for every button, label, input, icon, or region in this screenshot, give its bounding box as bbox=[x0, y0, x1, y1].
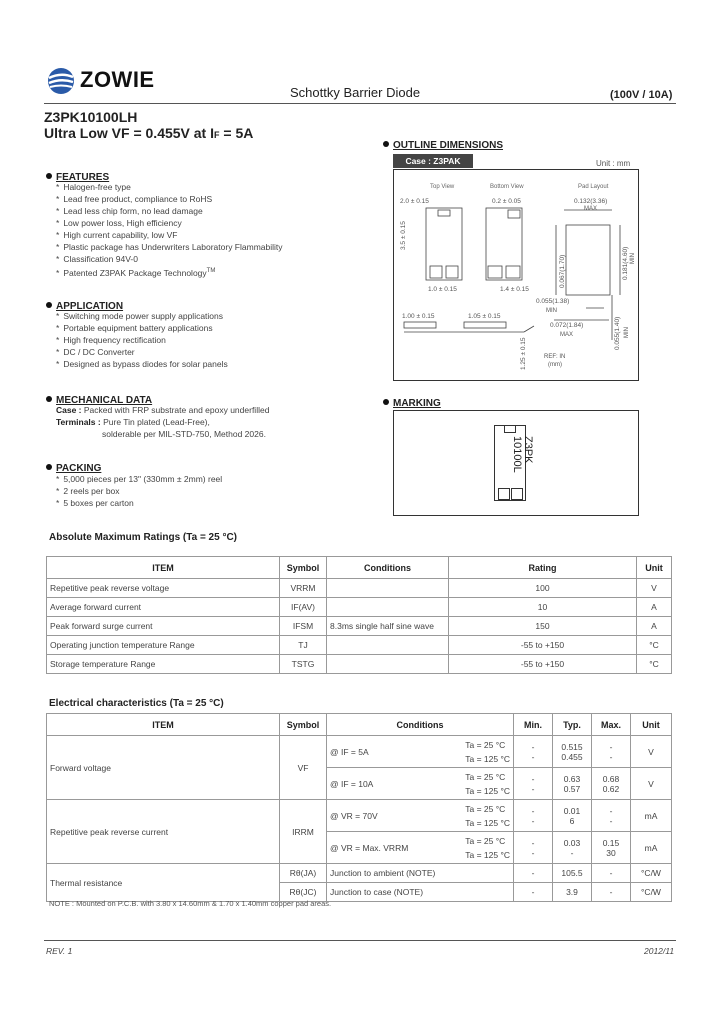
elec-title: Electrical characteristics (Ta = 25 °C) bbox=[49, 698, 224, 709]
outline-drawing bbox=[393, 169, 639, 381]
table-cell: - bbox=[592, 883, 631, 902]
list-item: * Plastic package has Underwriters Laboratory Flammability bbox=[56, 241, 283, 253]
table-cell: 8.3ms single half sine wave bbox=[327, 617, 449, 636]
table-cell bbox=[592, 832, 631, 864]
table-row bbox=[47, 655, 672, 674]
cell-value: 0.68 bbox=[602, 773, 620, 784]
list-item: * Switching mode power supply applications bbox=[56, 310, 228, 322]
dim-label: 0.072(1.84) bbox=[550, 322, 584, 329]
marking-box bbox=[393, 410, 639, 516]
bullet-icon bbox=[46, 464, 52, 470]
list-item: * 2 reels per box bbox=[56, 485, 222, 497]
dim-label: 1.4 ± 0.15 bbox=[500, 286, 529, 293]
cell-value: - bbox=[531, 847, 535, 858]
feature-patent-text: Patented Z3PAK Package Technology bbox=[63, 267, 207, 278]
brand-logo bbox=[46, 66, 76, 101]
cell-value: 30 bbox=[606, 847, 616, 858]
table-cell: Junction to ambient (NOTE) bbox=[327, 864, 514, 883]
features-title: FEATURES bbox=[56, 172, 110, 183]
table-cell: 150 bbox=[449, 617, 637, 636]
cell-value: - bbox=[531, 837, 535, 848]
elec-table bbox=[46, 713, 672, 902]
cell-value: - bbox=[531, 783, 535, 794]
dim-label: MIN bbox=[624, 327, 630, 338]
dim-label: 1.05 ± 0.15 bbox=[468, 313, 501, 320]
list-item bbox=[56, 265, 283, 279]
table-cell: Operating junction temperature Range bbox=[47, 636, 280, 655]
revision: REV. 1 bbox=[46, 946, 73, 956]
table-cell: TJ bbox=[280, 636, 327, 655]
table-cell: Repetitive peak reverse voltage bbox=[47, 579, 280, 598]
table-header: Min. bbox=[514, 714, 553, 736]
unit-label: Unit : mm bbox=[596, 159, 631, 168]
dim-label: MAX bbox=[584, 206, 598, 212]
cell-value: 0.01 bbox=[563, 805, 581, 816]
table-cell: Storage temperature Range bbox=[47, 655, 280, 674]
packing-title: PACKING bbox=[56, 463, 102, 474]
part-number: Z3PK10100LH bbox=[44, 109, 138, 125]
table-cell: VRRM bbox=[280, 579, 327, 598]
table-cell: - bbox=[514, 864, 553, 883]
pad-layout-label: Pad Layout bbox=[578, 184, 609, 190]
table-note: NOTE : Mounted on P.C.B. with 3.80 x 14.60mm & 1.70 x 1.40mm copper pad areas. bbox=[49, 899, 332, 908]
table-cell bbox=[327, 768, 514, 800]
table-cell: A bbox=[637, 598, 672, 617]
table-header-row bbox=[47, 557, 672, 579]
application-title: APPLICATION bbox=[56, 301, 124, 312]
table-cell: Average forward current bbox=[47, 598, 280, 617]
cell-value: - bbox=[609, 815, 613, 826]
dim-label: 1.0 ± 0.15 bbox=[428, 286, 457, 293]
marking-line-1: Z3PK bbox=[522, 436, 534, 464]
brand-name: ZOWIE bbox=[80, 67, 155, 92]
table-cell: IF(AV) bbox=[280, 598, 327, 617]
table-cell bbox=[514, 768, 553, 800]
trademark-mark: TM bbox=[206, 268, 216, 274]
cell-value: - bbox=[531, 805, 535, 816]
bullet-icon bbox=[46, 396, 52, 402]
bullet-icon bbox=[383, 399, 389, 405]
table-header-row bbox=[47, 714, 672, 736]
doc-title: Schottky Barrier Diode bbox=[290, 85, 421, 100]
list-item: * High current capability, low VF bbox=[56, 229, 283, 241]
application-list bbox=[56, 310, 228, 370]
table-cell: Repetitive peak reverse current bbox=[47, 800, 280, 864]
list-item: * DC / DC Converter bbox=[56, 346, 228, 358]
part-tagline bbox=[44, 125, 253, 141]
condition-text: @ IF = 5A bbox=[330, 746, 369, 757]
table-cell bbox=[514, 736, 553, 768]
table-cell: V bbox=[631, 736, 672, 768]
cell-value: - bbox=[609, 741, 613, 752]
table-header: Max. bbox=[592, 714, 631, 736]
table-cell: 3.9 bbox=[553, 883, 592, 902]
dim-label: 0.2 ± 0.05 bbox=[492, 198, 521, 205]
zowie-logo-icon bbox=[46, 66, 76, 96]
table-cell: 100 bbox=[449, 579, 637, 598]
dim-label: REF: IN bbox=[544, 354, 566, 360]
marking-title: MARKING bbox=[393, 398, 441, 409]
condition-text: @ VR = Max. VRRM bbox=[330, 842, 409, 853]
tagline-suffix: = 5A bbox=[219, 125, 254, 141]
list-item: * 5 boxes per carton bbox=[56, 497, 222, 509]
list-item: * Lead free product, compliance to RoHS bbox=[56, 193, 283, 205]
list-item: * Low power loss, High efficiency bbox=[56, 217, 283, 229]
cell-value: 6 bbox=[569, 815, 575, 826]
list-item: * Portable equipment battery applications bbox=[56, 322, 228, 334]
table-cell bbox=[327, 636, 449, 655]
header-divider bbox=[44, 103, 676, 104]
table-cell: - bbox=[514, 883, 553, 902]
terminals-text-2: solderable per MIL-STD-750, Method 2026. bbox=[102, 429, 266, 439]
dim-label: 0.055(1.40) bbox=[614, 316, 621, 350]
bullet-icon bbox=[383, 141, 389, 147]
case-text: Packed with FRP substrate and epoxy underfilled bbox=[83, 405, 270, 415]
bullet-icon bbox=[46, 302, 52, 308]
chip-pad bbox=[498, 488, 510, 500]
table-header: Symbol bbox=[280, 557, 327, 579]
list-item: * High frequency rectification bbox=[56, 334, 228, 346]
rating-tag: (100V / 10A) bbox=[610, 89, 673, 101]
table-cell: Forward voltage bbox=[47, 736, 280, 800]
cell-value: - bbox=[570, 847, 574, 858]
table-cell: IFSM bbox=[280, 617, 327, 636]
marking-line-2: 10100L bbox=[511, 436, 523, 473]
dim-label: (mm) bbox=[548, 362, 562, 368]
table-cell: TSTG bbox=[280, 655, 327, 674]
table-cell: Rθ(JC) bbox=[280, 883, 327, 902]
condition-text: @ IF = 10A bbox=[330, 778, 374, 789]
cell-value: - bbox=[609, 805, 613, 816]
table-cell: 105.5 bbox=[553, 864, 592, 883]
list-item: * Halogen-free type bbox=[56, 181, 283, 193]
table-header: Symbol bbox=[280, 714, 327, 736]
top-view-label: Top View bbox=[430, 184, 455, 190]
table-cell: VF bbox=[280, 736, 327, 800]
outline-heading bbox=[383, 135, 503, 153]
table-cell: A bbox=[637, 617, 672, 636]
table-cell: °C/W bbox=[631, 864, 672, 883]
list-item: * Classification 94V-0 bbox=[56, 253, 283, 265]
cell-value: 0.63 bbox=[563, 773, 581, 784]
dim-label: 3.5 ± 0.15 bbox=[400, 221, 407, 250]
table-header: ITEM bbox=[47, 557, 280, 579]
table-row bbox=[47, 800, 672, 832]
features-list bbox=[56, 181, 283, 279]
dim-label: 0.055(1.38) bbox=[536, 298, 570, 305]
marking-heading bbox=[383, 393, 441, 411]
cell-value: 0.455 bbox=[561, 751, 583, 762]
table-cell: Rθ(JA) bbox=[280, 864, 327, 883]
table-cell bbox=[553, 832, 592, 864]
table-cell: mA bbox=[631, 832, 672, 864]
table-cell: - bbox=[592, 864, 631, 883]
table-row bbox=[47, 579, 672, 598]
cell-value: 0.515 bbox=[561, 741, 583, 752]
table-cell: -55 to +150 bbox=[449, 655, 637, 674]
table-row bbox=[47, 736, 672, 768]
condition-text: @ VR = 70V bbox=[330, 810, 378, 821]
list-item: * Designed as bypass diodes for solar panels bbox=[56, 358, 228, 370]
cell-value: 0.03 bbox=[563, 837, 581, 848]
chip-notch bbox=[504, 426, 516, 433]
terminals-text: Pure Tin plated (Lead-Free), bbox=[103, 417, 210, 427]
case-label: Case : bbox=[56, 405, 82, 415]
dim-label: 2.0 ± 0.15 bbox=[400, 198, 429, 205]
table-header: ITEM bbox=[47, 714, 280, 736]
condition-temp: Ta = 125 °C bbox=[465, 817, 510, 828]
condition-temp: Ta = 25 °C bbox=[465, 739, 506, 750]
table-cell: 10 bbox=[449, 598, 637, 617]
condition-temp: Ta = 25 °C bbox=[465, 771, 506, 782]
table-cell: mA bbox=[631, 800, 672, 832]
cell-value: 0.62 bbox=[602, 783, 620, 794]
tagline-sub: F bbox=[214, 130, 220, 140]
packing-list bbox=[56, 473, 222, 509]
table-cell: Thermal resistance bbox=[47, 864, 280, 902]
abs-max-table bbox=[46, 556, 672, 674]
table-row bbox=[47, 864, 672, 883]
table-cell: -55 to +150 bbox=[449, 636, 637, 655]
condition-temp: Ta = 125 °C bbox=[465, 753, 510, 764]
table-cell: °C/W bbox=[631, 883, 672, 902]
list-item: * 5,000 pieces per 13" (330mm ± 2mm) reel bbox=[56, 473, 222, 485]
condition-temp: Ta = 25 °C bbox=[465, 835, 506, 846]
cell-value: - bbox=[531, 751, 535, 762]
dim-label: 0.181(4.60) bbox=[622, 246, 629, 280]
table-cell bbox=[553, 800, 592, 832]
table-cell: V bbox=[631, 768, 672, 800]
table-cell bbox=[327, 800, 514, 832]
dim-label: MAX bbox=[560, 332, 574, 338]
tagline-prefix: Ultra Low VF = 0.455V at I bbox=[44, 125, 215, 141]
cell-value: 0.57 bbox=[563, 783, 581, 794]
table-cell bbox=[327, 655, 449, 674]
table-row bbox=[47, 617, 672, 636]
list-item: * Lead less chip form, no lead damage bbox=[56, 205, 283, 217]
marking-text bbox=[511, 436, 533, 473]
table-cell bbox=[553, 768, 592, 800]
table-header: Unit bbox=[631, 714, 672, 736]
dim-label: 0.067(1.70) bbox=[559, 254, 566, 288]
abs-max-title: Absolute Maximum Ratings (Ta = 25 °C) bbox=[49, 532, 238, 543]
chip-pad bbox=[511, 488, 523, 500]
mechanical-text bbox=[56, 404, 386, 440]
table-cell bbox=[327, 579, 449, 598]
case-badge: Case : Z3PAK bbox=[393, 154, 473, 168]
table-cell bbox=[592, 736, 631, 768]
dim-label: MIN bbox=[630, 253, 636, 264]
table-header: Conditions bbox=[327, 714, 514, 736]
footer-divider bbox=[44, 940, 676, 941]
condition-temp: Ta = 25 °C bbox=[465, 803, 506, 814]
mechanical-title: MECHANICAL DATA bbox=[56, 395, 153, 406]
table-header: Unit bbox=[637, 557, 672, 579]
dim-label: 1.25 ± 0.15 bbox=[520, 337, 527, 370]
table-cell: V bbox=[637, 579, 672, 598]
cell-value: - bbox=[531, 815, 535, 826]
table-cell bbox=[553, 736, 592, 768]
doc-date: 2012/11 bbox=[644, 946, 675, 956]
dim-label: 1.00 ± 0.15 bbox=[402, 313, 435, 320]
table-cell bbox=[592, 768, 631, 800]
terminals-label: Terminals : bbox=[56, 417, 101, 427]
table-cell bbox=[327, 598, 449, 617]
table-row bbox=[47, 636, 672, 655]
cell-value: - bbox=[531, 741, 535, 752]
condition-temp: Ta = 125 °C bbox=[465, 849, 510, 860]
table-header: Typ. bbox=[553, 714, 592, 736]
dim-label: MIN bbox=[546, 308, 557, 314]
table-cell: °C bbox=[637, 636, 672, 655]
bottom-view-label: Bottom View bbox=[490, 184, 524, 190]
outline-title: OUTLINE DIMENSIONS bbox=[393, 140, 504, 151]
chip-outline bbox=[494, 425, 534, 501]
table-cell: IRRM bbox=[280, 800, 327, 864]
table-cell bbox=[592, 800, 631, 832]
table-cell: Peak forward surge current bbox=[47, 617, 280, 636]
cell-value: - bbox=[609, 751, 613, 762]
table-cell: °C bbox=[637, 655, 672, 674]
condition-temp: Ta = 125 °C bbox=[465, 785, 510, 796]
table-cell bbox=[514, 832, 553, 864]
table-header: Rating bbox=[449, 557, 637, 579]
table-cell bbox=[327, 832, 514, 864]
table-cell bbox=[327, 736, 514, 768]
dim-label: 0.132(3.36) bbox=[574, 198, 608, 205]
table-row bbox=[47, 598, 672, 617]
cell-value: 0.15 bbox=[602, 837, 620, 848]
cell-value: - bbox=[531, 773, 535, 784]
table-cell bbox=[514, 800, 553, 832]
table-header: Conditions bbox=[327, 557, 449, 579]
bullet-icon bbox=[46, 173, 52, 179]
table-cell: Junction to case (NOTE) bbox=[327, 883, 514, 902]
